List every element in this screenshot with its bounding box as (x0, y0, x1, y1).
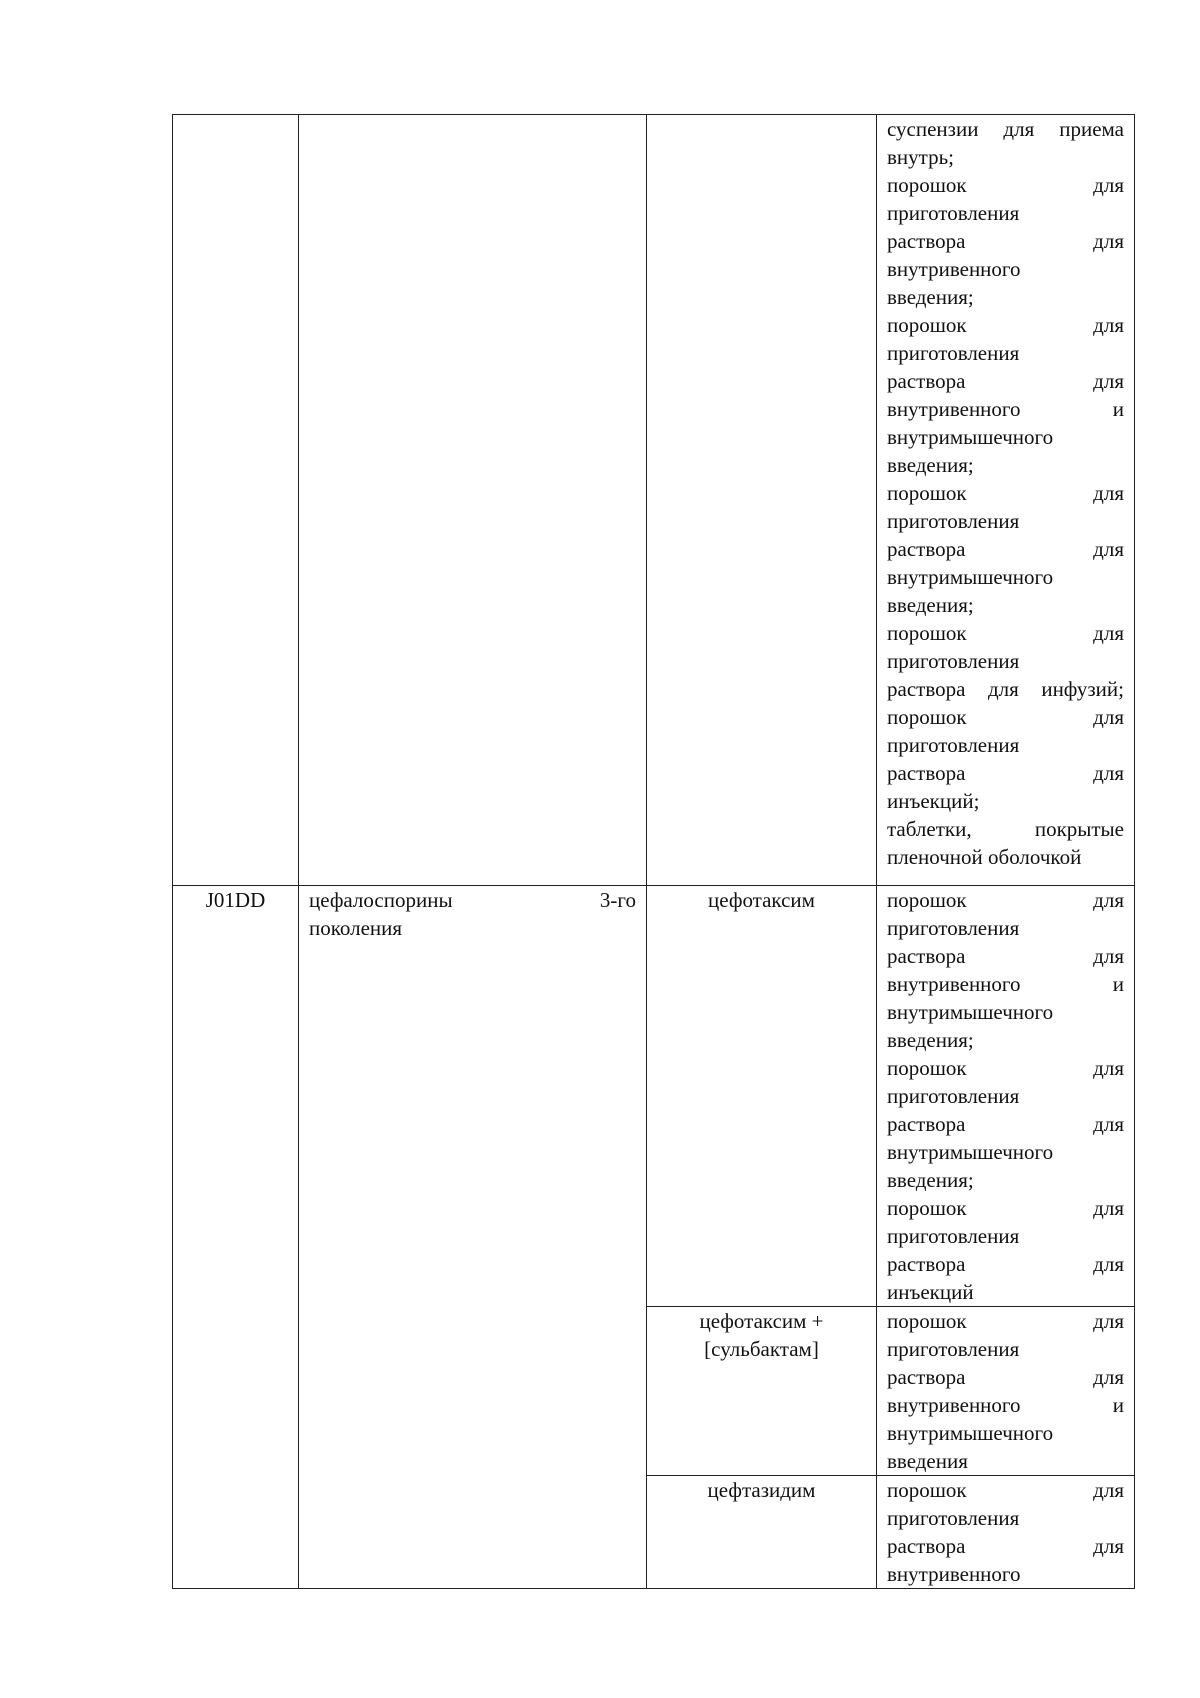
dosage-form-line: раствора для (887, 944, 1124, 968)
atc-code: J01DD (205, 888, 266, 912)
dosage-form-line: приготовления (887, 341, 1020, 365)
dosage-form-line: внутривенного (887, 1562, 1021, 1586)
table-row (173, 115, 1135, 886)
dosage-form-line: внутримышечного (887, 1140, 1054, 1164)
dosage-form-line: введения; (887, 593, 974, 617)
dosage-form-line: внутримышечного (887, 425, 1054, 449)
drug-name-cell (647, 1307, 877, 1476)
dosage-form-line: введения; (887, 1168, 974, 1192)
dosage-form-line: порошок для (887, 1196, 1124, 1220)
dosage-form-line: введения; (887, 1028, 974, 1052)
dosage-form-line: порошок для (887, 888, 1124, 912)
group-name-cell (299, 115, 647, 886)
drug-name-cell (647, 886, 877, 1307)
dosage-form-line: раствора для (887, 229, 1124, 253)
dosage-form-line: пленочной оболочкой (887, 845, 1082, 869)
drug-name: цефотаксим + (699, 1309, 824, 1333)
dosage-form-line: инъекций (887, 1280, 974, 1304)
group-name-line: цефалоспорины 3-го (309, 888, 636, 912)
dosage-form-line: внутривенного и (887, 1393, 1124, 1417)
dosage-form-line: внутримышечного (887, 1000, 1054, 1024)
dosage-form-line: раствора для (887, 1252, 1124, 1276)
group-name-line: поколения (309, 916, 403, 940)
dosage-form-line: суспензии для приема (887, 117, 1124, 141)
dosage-form-cell (877, 1307, 1135, 1476)
dosage-form-cell (877, 886, 1135, 1307)
dosage-form-line: раствора для (887, 369, 1124, 393)
dosage-form-line: раствора для инфузий; (887, 677, 1124, 701)
dosage-form-line: внутрь; (887, 145, 954, 169)
atc-code-cell (173, 886, 299, 1589)
dosage-form-line: внутривенного и (887, 972, 1124, 996)
dosage-form-cell (877, 1476, 1135, 1589)
drug-name: цефтазидим (707, 1478, 816, 1502)
dosage-form-line: введения (887, 1449, 968, 1473)
dosage-form-line: порошок для (887, 1056, 1124, 1080)
dosage-form-line: инъекций; (887, 789, 980, 813)
dosage-form-line: приготовления (887, 1337, 1020, 1361)
dosage-form-line: раствора для (887, 1365, 1124, 1389)
dosage-form-line: внутримышечного (887, 565, 1054, 589)
dosage-form-line: введения; (887, 285, 974, 309)
dosage-form-line: введения; (887, 453, 974, 477)
dosage-form-line: приготовления (887, 649, 1020, 673)
dosage-form-line: раствора для (887, 761, 1124, 785)
dosage-form-line: внутримышечного (887, 1421, 1054, 1445)
dosage-form-line: порошок для (887, 481, 1124, 505)
dosage-form-line: приготовления (887, 733, 1020, 757)
dosage-form-line: порошок для (887, 621, 1124, 645)
dosage-form-line: раствора для (887, 1112, 1124, 1136)
dosage-form-line: таблетки, покрытые (887, 817, 1124, 841)
dosage-form-line: порошок для (887, 1309, 1124, 1333)
dosage-form-cell (877, 115, 1135, 886)
dosage-form-line: внутривенного и (887, 397, 1124, 421)
drug-name: [сульбактам] (704, 1337, 819, 1361)
dosage-form-line: приготовления (887, 916, 1020, 940)
drug-name-cell (647, 1476, 877, 1589)
group-name-cell (299, 886, 647, 1589)
dosage-form-line: раствора для (887, 537, 1124, 561)
dosage-form-line: приготовления (887, 1506, 1020, 1530)
dosage-form-line: приготовления (887, 201, 1020, 225)
dosage-form-line: порошок для (887, 173, 1124, 197)
dosage-form-line: порошок для (887, 705, 1124, 729)
dosage-form-line: внутривенного (887, 257, 1021, 281)
drug-name: цефотаксим (708, 888, 815, 912)
drug-table (172, 114, 1135, 1589)
table-row (173, 886, 1135, 1307)
drug-name-cell (647, 115, 877, 886)
dosage-form-line: приготовления (887, 509, 1020, 533)
dosage-form-line: порошок для (887, 313, 1124, 337)
dosage-form-line: приготовления (887, 1084, 1020, 1108)
dosage-form-line: порошок для (887, 1478, 1124, 1502)
dosage-form-line: приготовления (887, 1224, 1020, 1248)
atc-code-cell (173, 115, 299, 886)
dosage-form-line: раствора для (887, 1534, 1124, 1558)
